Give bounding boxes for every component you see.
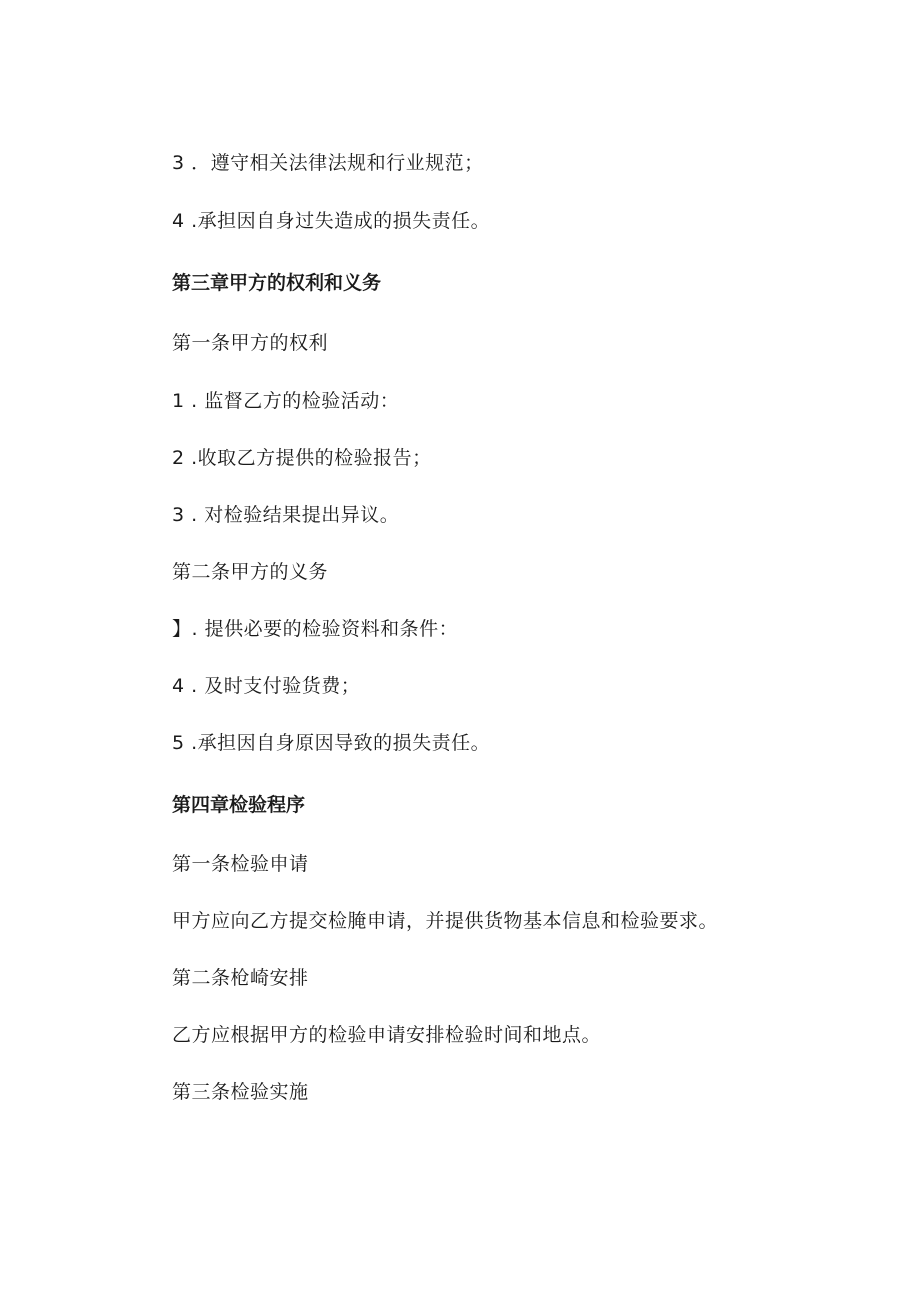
- chapter-heading-inspection-procedure: 第四章检验程序: [172, 794, 306, 816]
- list-item-liability-own-cause: 5 .承担因自身原因导致的损失责任。: [172, 732, 491, 754]
- list-item-receive-report: 2 .收取乙方提供的检验报告；: [172, 447, 432, 469]
- list-item-provide-materials: 】. 提供必要的检验资料和条件：: [172, 618, 459, 640]
- article-heading-inspection-implementation: 第三条检验实施: [172, 1081, 309, 1103]
- article-heading-inspection-arrangement: 第二条枪崎安排: [172, 967, 309, 989]
- chapter-heading-party-a-rights-obligations: 第三章甲方的权利和义务: [172, 272, 382, 294]
- paragraph-application: 甲方应向乙方提交检腌申请，并提供货物基本信息和检验要求。: [172, 910, 719, 932]
- article-heading-inspection-application: 第一条检验申请: [172, 853, 309, 875]
- list-item-supervise-inspection: 1 . 监督乙方的检验活动：: [172, 390, 400, 412]
- paragraph-arrangement: 乙方应根据甲方的检验申请安排检验时间和地点。: [172, 1024, 602, 1046]
- list-item-comply-laws: 3 ．遵守相关法律法规和行业规范；: [172, 152, 484, 174]
- list-item-raise-objection: 3 . 对检验结果提出异议。: [172, 504, 400, 526]
- list-item-liability-own-fault: 4 .承担因自身过失造成的损失责任。: [172, 210, 491, 232]
- article-heading-party-a-obligations: 第二条甲方的义务: [172, 561, 329, 583]
- list-item-pay-fees: 4 . 及时支付验货费；: [172, 675, 361, 697]
- article-heading-party-a-rights: 第一条甲方的权利: [172, 332, 329, 354]
